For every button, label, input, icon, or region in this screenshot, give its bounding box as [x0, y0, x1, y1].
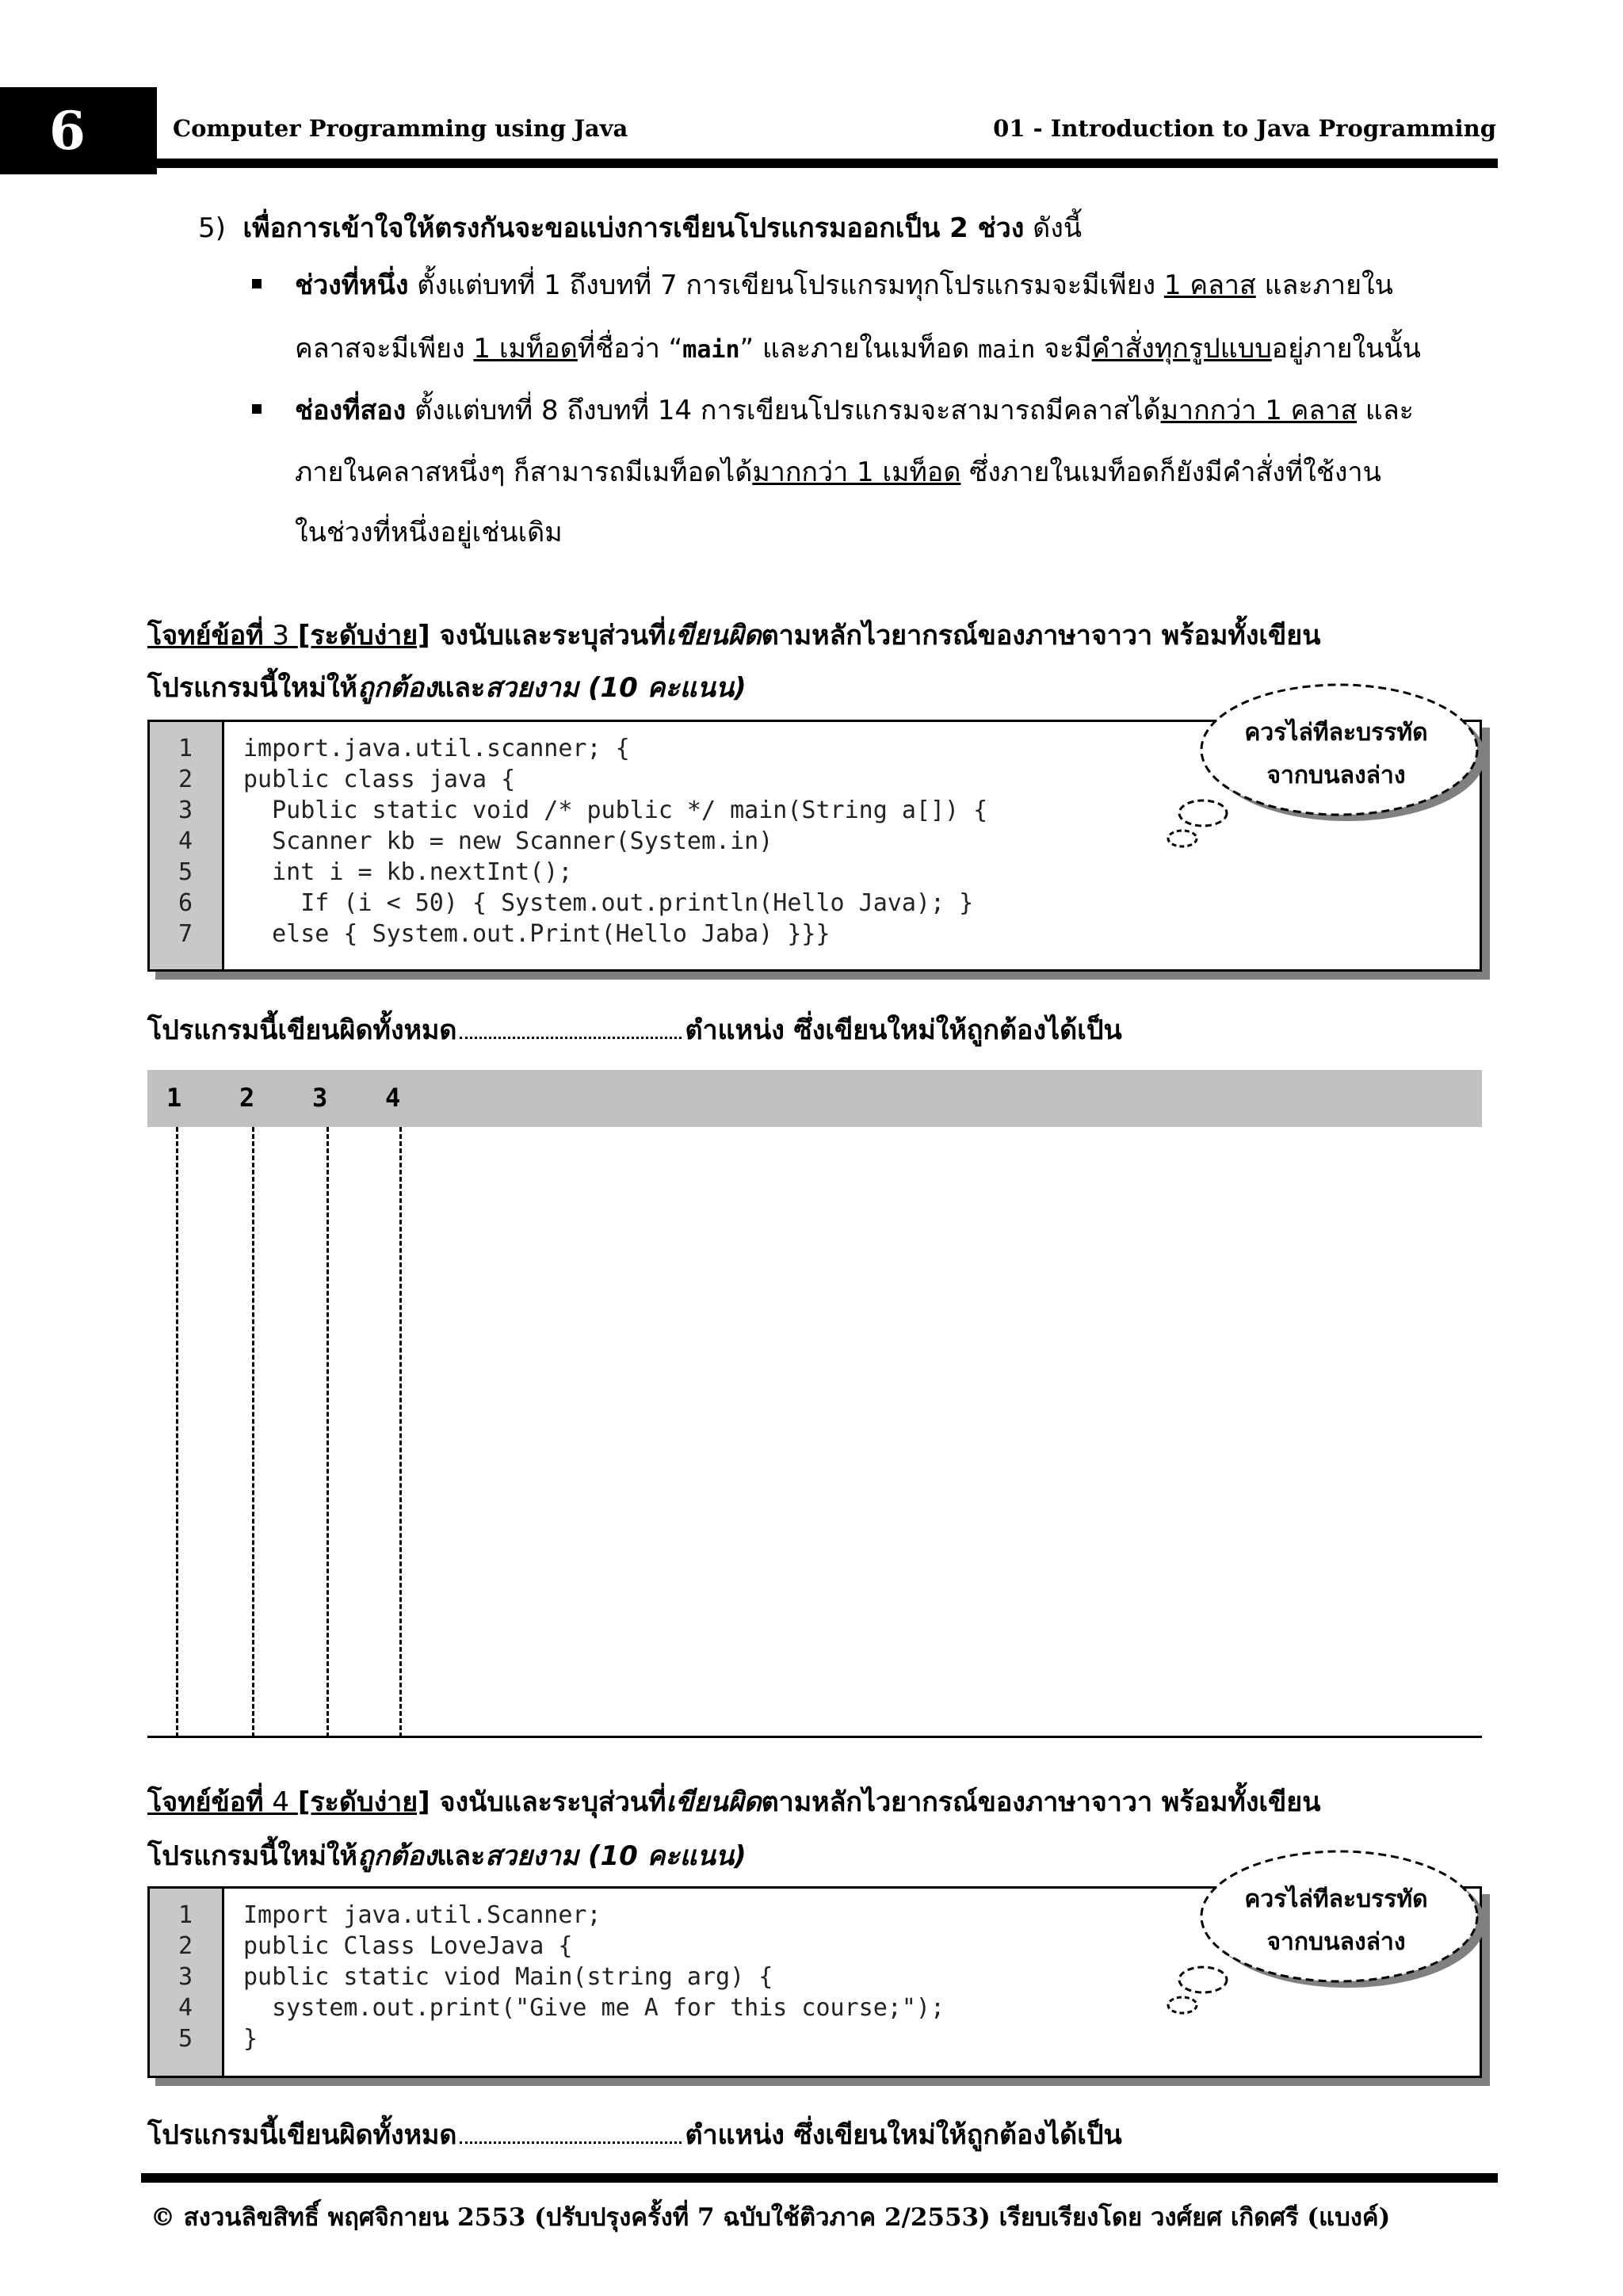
code-main: main [682, 336, 740, 364]
grid-column-guide [252, 1127, 254, 1737]
exercise3-l2-b: และ [437, 672, 486, 704]
bullet1-text-a: ตั้งแต่บทที่ 1 ถึงบทที่ 7 การเขียนโปรแกรมทุกโปรแกรมจะมีเพียง [417, 269, 1164, 301]
bullet1-l2-u2: คำสั่งทุกรูปแบบ [1091, 333, 1272, 365]
exercise4-level: [ระดับง่าย] [297, 1786, 430, 1818]
exercise4-l2-b: และ [437, 1840, 486, 1872]
grid-column-guide [176, 1127, 178, 1737]
item-number: 5) [198, 212, 226, 244]
grid-column-guide [399, 1127, 402, 1737]
code-line: else { System.out.Print(Hello Jaba) }}} [243, 920, 831, 948]
exercise3-num: 3 [263, 620, 298, 651]
exercise4-l2-it2: สวยงาม [485, 1840, 579, 1872]
answer-blank[interactable] [460, 1013, 682, 1039]
exercise4-num: 4 [263, 1786, 298, 1818]
exercise3-l2-it1: ถูกต้อง [357, 672, 437, 704]
answer-prompt-a: โปรแกรมนี้เขียนผิดทั้งหมด [147, 1014, 457, 1046]
answer-prompt-a: โปรแกรมนี้เขียนผิดทั้งหมด [147, 2119, 457, 2151]
answer-grid-header [147, 1070, 1482, 1127]
bullet1-l2-b: ที่ชื่อว่า “ [577, 333, 683, 365]
line-number: 1 [178, 735, 193, 762]
bullet2-label: ช่องที่สอง [295, 395, 407, 426]
answer-prompt-b: ตำแหน่ง ซึ่งเขียนใหม่ให้ถูกต้องได้เป็น [685, 2119, 1122, 2151]
exercise4-title-line2 [147, 1840, 747, 1872]
bullet2-l2-a: ภายในคลาสหนึ่งๆ ก็สามารถมีเมท็อดได้ [295, 457, 753, 488]
line-number: 6 [178, 889, 193, 917]
bullet-icon [252, 279, 262, 288]
code-line: public class java { [243, 766, 516, 793]
code-line: int i = kb.nextInt(); [243, 858, 573, 886]
code-line: Public static void /* public */ main(String a[]) { [243, 797, 988, 824]
bubble-line1: ควรไล่ทีละบรรทัด [1244, 1885, 1428, 1913]
line-number: 1 [178, 1901, 193, 1929]
code-line: system.out.print("Give me A for this course;"); [243, 1994, 945, 2022]
exercise4-l2-it1: ถูกต้อง [357, 1840, 437, 1872]
code-main-2: main [978, 336, 1036, 364]
line-number: 4 [178, 827, 193, 855]
line-number: 3 [178, 797, 193, 824]
exercise3-text-a: จงนับและระบุส่วนที่ [430, 620, 666, 651]
exercise3-text-b: ตามหลักไวยากรณ์ของภาษาจาวา พร้อมทั้งเขียน [761, 620, 1321, 651]
grid-num-2: 2 [239, 1083, 255, 1113]
line-number: 2 [178, 1932, 193, 1960]
answer-grid-bottom-rule [147, 1736, 1482, 1738]
code-lines [243, 1900, 945, 2054]
exercise3-level: [ระดับง่าย] [297, 620, 430, 651]
grid-num-4: 4 [385, 1083, 401, 1113]
exercise3-l2-it2: สวยงาม [485, 672, 579, 704]
bubble-line1: ควรไล่ทีละบรรทัด [1244, 719, 1428, 747]
answer-prompt-exercise3 [147, 1013, 1122, 1046]
bullet1-l2-a: คลาสจะมีเพียง [295, 333, 474, 365]
exercise4-title-line1 [147, 1786, 1320, 1818]
exercise4-label: โจทย์ข้อที่ [147, 1786, 264, 1818]
code-line: public Class LoveJava { [243, 1932, 573, 1960]
bubble-line2: จากบนลงล่าง [1266, 762, 1406, 789]
bullet2-l2-u: มากกว่า 1 เมท็อด [752, 457, 961, 488]
line-number: 5 [178, 2025, 193, 2053]
line-numbers [150, 733, 221, 949]
exercise3-text-italic: เขียนผิด [666, 620, 762, 651]
bullet2-text-b: และ [1357, 395, 1414, 426]
answer-blank[interactable] [460, 2118, 682, 2144]
code-line: } [243, 2025, 258, 2053]
bullet1-text-b: และภายใน [1255, 269, 1393, 301]
bullet2-line1 [295, 395, 1414, 426]
exercise4-text-b: ตามหลักไวยากรณ์ของภาษาจาวา พร้อมทั้งเขียน [761, 1786, 1321, 1818]
code-line: Scanner kb = new Scanner(System.in) [243, 827, 773, 855]
intro-heading-tail: ดังนี้ [1033, 212, 1083, 244]
grid-num-1: 1 [166, 1083, 182, 1113]
footer-rule [141, 2173, 1498, 2183]
bullet1-line2 [295, 333, 1421, 366]
bullet1-line1 [295, 269, 1393, 301]
bubble-text [1217, 1878, 1455, 1964]
exercise3-title-line1 [147, 620, 1320, 651]
line-number: 5 [178, 858, 193, 886]
code-line: Import java.util.Scanner; [243, 1901, 601, 1929]
line-number: 2 [178, 766, 193, 793]
bullet1-l2-u1: 1 เมท็อด [473, 333, 578, 365]
bullet2-underline: มากกว่า 1 คลาส [1160, 395, 1358, 426]
bullet1-label: ช่วงที่หนึ่ง [295, 269, 409, 301]
page-number: 6 [49, 100, 86, 162]
code-line: If (i < 50) { System.out.println(Hello Java); } [243, 889, 974, 917]
exercise4-text-a: จงนับและระบุส่วนที่ [430, 1786, 666, 1818]
bullet1-l2-d: จะมี [1035, 333, 1092, 365]
code-lines [243, 733, 987, 949]
code-line: import.java.util.scanner; { [243, 735, 630, 762]
line-number: 3 [178, 1963, 193, 1991]
exercise3-label: โจทย์ข้อที่ [147, 620, 264, 651]
answer-prompt-b: ตำแหน่ง ซึ่งเขียนใหม่ให้ถูกต้องได้เป็น [685, 1014, 1122, 1046]
bullet1-l2-e: อยู่ภายในนั้น [1271, 333, 1421, 365]
chapter-title: 01 - Introduction to Java Programming [993, 115, 1496, 142]
bullet2-text-a: ตั้งแต่บทที่ 8 ถึงบทที่ 14 การเขียนโปรแกรมจะสามารถมีคลาสได้ [414, 395, 1161, 426]
exercise4-text-italic: เขียนผิด [666, 1786, 762, 1818]
grid-num-3: 3 [312, 1083, 328, 1113]
grid-column-guide [327, 1127, 329, 1737]
bullet1-l2-c: ” และภายในเมท็อด [739, 333, 979, 365]
exercise3-l2-c: (10 คะแนน) [579, 672, 747, 704]
bubble-text [1217, 712, 1455, 797]
bullet-icon [252, 404, 262, 414]
exercise4-l2-a: โปรแกรมนี้ใหม่ให้ [147, 1840, 357, 1872]
exercise3-l2-a: โปรแกรมนี้ใหม่ให้ [147, 672, 357, 704]
intro-heading-bold: เพื่อการเข้าใจให้ตรงกันจะขอแบ่งการเขียนโปรแกรมออกเป็น 2 ช่วง [242, 212, 1025, 244]
header-rule [157, 159, 1498, 168]
footer-copyright: © สงวนลิขสิทธิ์ พฤศจิกายน 2553 (ปรับปรุงครั้งที่ 7 ฉบับใช้ติวภาค 2/2553) เรียบเรียงโดย วงศ์ยศ เกิดศรี (แบงค์) [151, 2203, 1391, 2232]
exercise3-title-line2 [147, 672, 747, 704]
line-number: 4 [178, 1994, 193, 2022]
intro-heading [198, 212, 1082, 244]
bullet2-line2 [295, 457, 1381, 488]
exercise4-l2-c: (10 คะแนน) [579, 1840, 747, 1872]
book-title: Computer Programming using Java [173, 115, 628, 142]
bubble-line2: จากบนลงล่าง [1266, 1928, 1406, 1956]
code-line: public static viod Main(string arg) { [243, 1963, 773, 1991]
bullet2-l2-b: ซึ่งภายในเมท็อดก็ยังมีคำสั่งที่ใช้งาน [960, 457, 1381, 488]
line-number: 7 [178, 920, 193, 948]
bullet2-line3: ในช่วงที่หนึ่งอยู่เช่นเดิม [295, 517, 563, 548]
line-numbers [150, 1900, 221, 2054]
bullet1-underline: 1 คลาส [1163, 269, 1256, 301]
answer-prompt-exercise4 [147, 2118, 1122, 2151]
